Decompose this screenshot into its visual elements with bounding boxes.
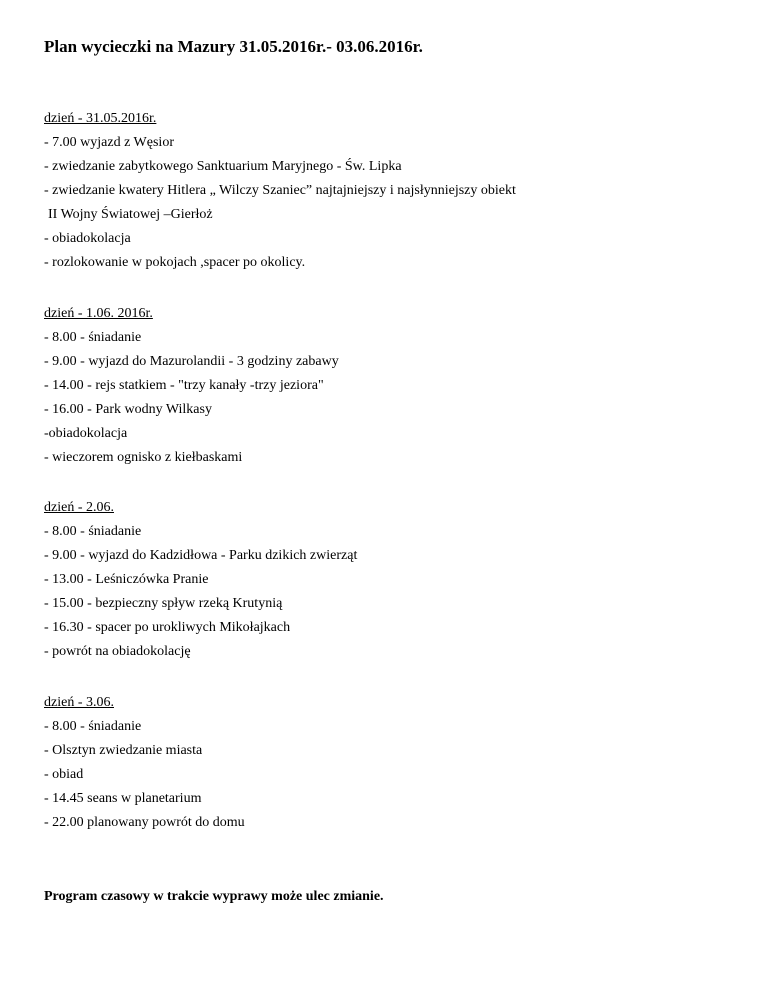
- schedule-item: - obiadokolacja: [44, 231, 131, 246]
- schedule-item: - 16.00 - Park wodny Wilkasy: [44, 402, 212, 417]
- schedule-item: - 13.00 - Leśniczówka Pranie: [44, 572, 209, 587]
- schedule-item: II Wojny Światowej –Gierłoż: [48, 207, 213, 222]
- schedule-item: -obiadokolacja: [44, 426, 128, 441]
- day-section-2: [44, 302, 744, 470]
- schedule-item: - 14.00 - rejs statkiem - "trzy kanały -trzy jeziora": [44, 378, 324, 393]
- schedule-item: - 9.00 - wyjazd do Mazurolandii - 3 godziny zabawy: [44, 354, 339, 369]
- day-heading: dzień - 3.06.: [44, 695, 114, 710]
- schedule-disclaimer: Program czasowy w trakcie wyprawy może ulec zmianie.: [44, 889, 384, 904]
- day-section-4: [44, 691, 744, 835]
- schedule-item: - obiad: [44, 767, 84, 782]
- schedule-item: - rozlokowanie w pokojach ,spacer po okolicy.: [44, 255, 306, 270]
- schedule-item: - 22.00 planowany powrót do domu: [44, 815, 245, 830]
- schedule-item: - 9.00 - wyjazd do Kadzidłowa - Parku dzikich zwierząt: [44, 548, 358, 563]
- schedule-item: - 8.00 - śniadanie: [44, 524, 142, 539]
- schedule-item: - powrót na obiadokolację: [44, 644, 191, 659]
- day-heading: dzień - 31.05.2016r.: [44, 111, 157, 126]
- schedule-item: - 8.00 - śniadanie: [44, 719, 142, 734]
- day-heading: dzień - 2.06.: [44, 500, 114, 515]
- schedule-item: - 14.45 seans w planetarium: [44, 791, 202, 806]
- day-section-1: [44, 107, 744, 275]
- schedule-item: - zwiedzanie kwatery Hitlera „ Wilczy Szaniec” najtajniejszy i najsłynniejszy obiekt: [44, 183, 516, 198]
- day-section-3: [44, 496, 744, 664]
- schedule-item: - 15.00 - bezpieczny spływ rzeką Krutynią: [44, 596, 283, 611]
- schedule-item: - wieczorem ognisko z kiełbaskami: [44, 450, 243, 465]
- schedule-item: - Olsztyn zwiedzanie miasta: [44, 743, 203, 758]
- day-heading: dzień - 1.06. 2016r.: [44, 306, 153, 321]
- schedule-item: - 16.30 - spacer po urokliwych Mikołajkach: [44, 620, 291, 635]
- schedule-item: - 8.00 - śniadanie: [44, 330, 142, 345]
- document-title: Plan wycieczki na Mazury 31.05.2016r.- 03.06.2016r.: [44, 37, 423, 56]
- schedule-item: - zwiedzanie zabytkowego Sanktuarium Maryjnego - Św. Lipka: [44, 159, 402, 174]
- schedule-item: - 7.00 wyjazd z Węsior: [44, 135, 174, 150]
